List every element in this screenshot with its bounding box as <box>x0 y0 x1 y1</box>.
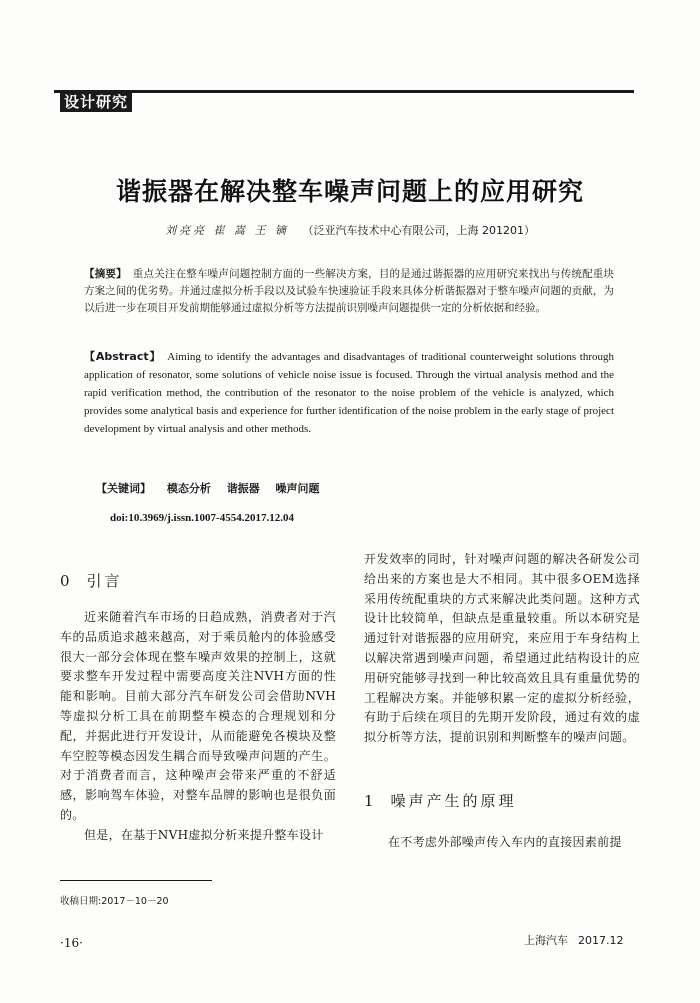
abstract-en-label: 【Abstract】 <box>84 350 162 363</box>
right-column <box>364 550 640 748</box>
abstract-cn <box>84 266 614 317</box>
journal-info <box>524 932 624 948</box>
keywords-label: 【关键词】 <box>96 482 151 495</box>
page-number: ·16· <box>60 936 83 950</box>
authors <box>0 222 700 238</box>
abstract-en <box>84 348 614 438</box>
footnote-rule <box>60 880 212 881</box>
body-paragraph: 在不考虑外部噪声传入车内的直接因素前提 <box>388 835 622 849</box>
abstract-en-text: Aiming to identify the advantages and disadvantages of traditional counterweight solutions through application of resonator, some solutions of vehicle noise issue is focused. Through the virtual analysis method and the rapid verification method, the contribution of the resonator to the noise problem of the vehicle is analyzed, which provides some analytical basis and experience for further identification of the noise problem in the early stage of project development by virtual analysis and other methods. <box>84 351 614 435</box>
section-number: 1 <box>364 792 377 810</box>
journal-name: 上海汽车 <box>524 934 568 947</box>
section-title: 噪声产生的原理 <box>390 792 517 810</box>
section-label: 设计研究 <box>60 93 132 112</box>
body-paragraph-continued: 开发效率的同时，针对噪声问题的解决各研发公司给出来的方案也是大不相同。其中很多OEM选择采用传统配重块的方式来解决此类问题。这种方式设计比较简单，但缺点是重量较重。所以本研究是通过针对谐振器的应用研究，来应用于车身结构上以解决常遇到噪声问题，希望通过此结构设计的应用研究能够寻找到一种比较高效且具有重量优势的工程解决方案。并能够积累一定的虚拟分析经验，有助于后续在项目的先期开发阶段，通过有效的虚拟分析等方法，提前识别和判断整车的噪声问题。 <box>364 552 640 745</box>
section-number: 0 <box>60 572 73 590</box>
section-heading-intro <box>60 570 123 591</box>
abstract-cn-label: 【摘要】 <box>84 268 127 280</box>
journal-issue: 2017.12 <box>578 934 624 947</box>
doi: doi:10.3969/j.issn.1007-4554.2017.12.04 <box>110 512 294 524</box>
received-date: 收稿日期:2017－10－20 <box>60 896 169 907</box>
keyword: 噪声问题 <box>275 482 320 495</box>
section-rule <box>54 90 634 93</box>
section-title: 引言 <box>86 572 123 590</box>
keyword: 谐振器 <box>226 482 260 495</box>
body-paragraph: 但是，在基于NVH虚拟分析来提升整车设计 <box>84 827 324 842</box>
section-heading-noise <box>364 790 517 811</box>
paper-title: 谐振器在解决整车噪声问题上的应用研究 <box>115 177 584 206</box>
author-names: 刘亮亮 崔 嵩 王 镝 <box>165 224 289 237</box>
abstract-cn-text: 重点关注在整车噪声问题控制方面的一些解决方案，目的是通过谐振器的应用研究来找出与传统配重块方案之间的优劣势。并通过虚拟分析手段以及试验车快速验证手段来具体分析谐振器对于整车噪声问题的贡献，为以后进一步在项目开发前期能够通过虚拟分析等方法提前识别噪声问题提供一定的分析依据和经验。 <box>84 268 615 314</box>
keywords <box>96 480 320 496</box>
keyword: 模态分析 <box>166 482 211 495</box>
body-paragraph: 近来随着汽车市场的日趋成熟，消费者对于汽车的品质追求越来越高，对于乘员舱内的体验感受很大一部分会体现在整车噪声效果的控制上，这就要求整车开发过程中需要高度关注NVH方面的性能和影响。目前大部分汽车研发公司会借助NVH等虚拟分析工具在前期整车模态的合理规划和分配，并据此进行开发设计，从而能避免各模块及整车空腔等模态因发生耦合而导致噪声问题的产生。对于消费者而言，这种噪声会带来严重的不舒适感，影响驾车体验，对整车品牌的影响也是很负面的。 <box>60 610 336 822</box>
left-column <box>60 608 336 846</box>
author-affiliation: （泛亚汽车技术中心有限公司，上海 201201） <box>302 224 535 237</box>
